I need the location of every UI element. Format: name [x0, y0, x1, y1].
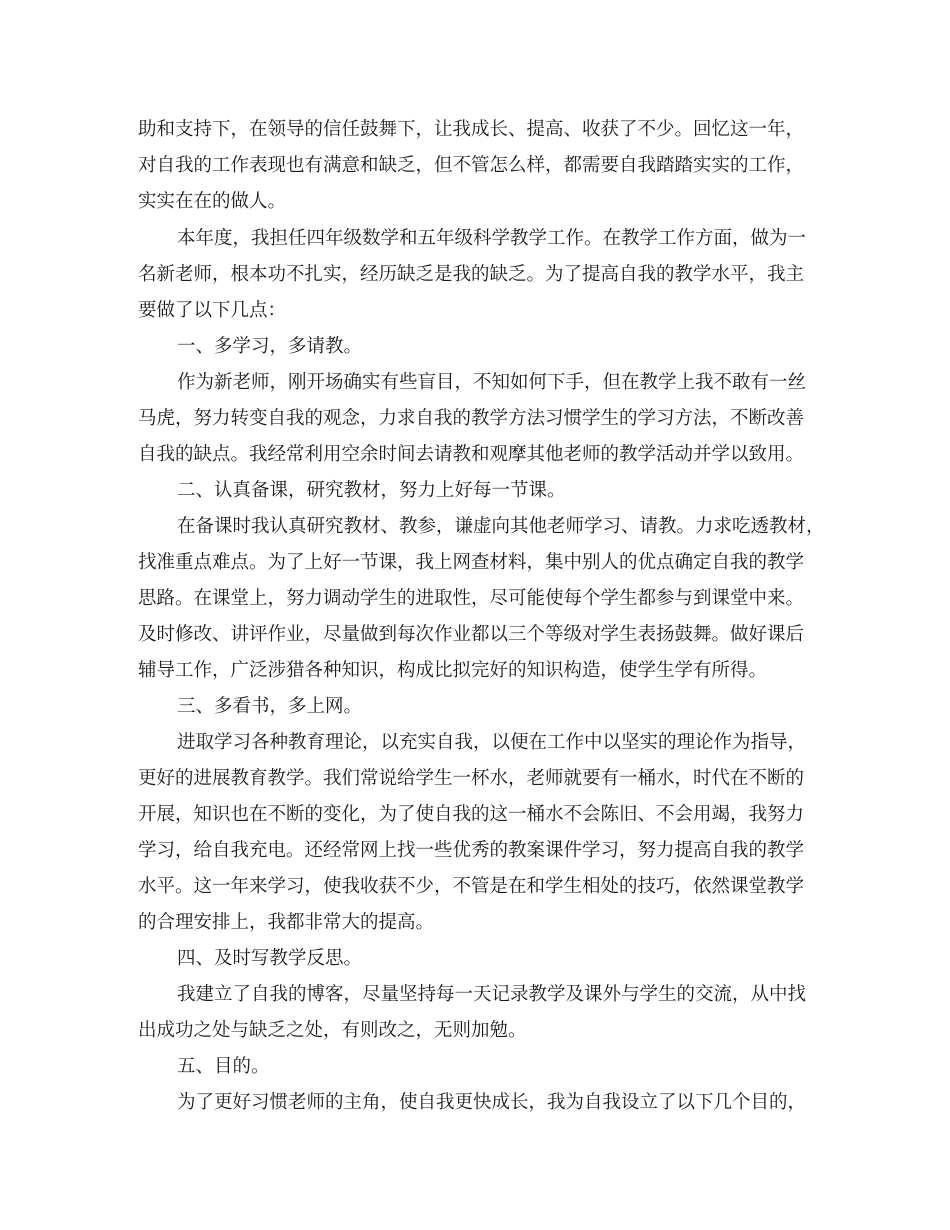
- body-line: 对自我的工作表现也有满意和缺乏，但不管怎么样，都需要自我踏踏实实的工作，: [138, 155, 805, 176]
- paragraph-start: 本年度，我担任四年级数学和五年级科学教学工作。在教学工作方面，做为一: [177, 228, 807, 249]
- body-line: 水平。这一年来学习，使我收获不少，不管是在和学生相处的技巧，依然课堂教学: [138, 876, 805, 897]
- body-line: 的合理安排上，我都非常大的提高。: [138, 912, 435, 933]
- body-line: 更好的进展教育教学。我们常说给学生一杯水，老师就要有一桶水，时代在不断的: [138, 768, 805, 789]
- section-heading-5: 五、目的。: [177, 1056, 270, 1077]
- paragraph-start: 作为新老师，刚开场确实有些盲目，不知如何下手，但在教学上我不敢有一丝: [177, 372, 807, 393]
- section-heading-4: 四、及时写教学反思。: [177, 948, 363, 969]
- body-line: 思路。在课堂上，努力调动学生的进取性，尽可能使每个学生都参与到课堂中来。: [138, 588, 805, 609]
- body-line: 马虎，努力转变自我的观念，力求自我的教学方法习惯学生的学习方法，不断改善: [138, 408, 805, 429]
- paragraph-start: 在备课时我认真研究教材、教参，谦虚向其他老师学习、请教。力求吃透教材，: [177, 516, 825, 537]
- paragraph-start: 我建立了自我的博客，尽量坚持每一天记录教学及课外与学生的交流，从中找: [177, 984, 807, 1005]
- body-line: 辅导工作，广泛涉猎各种知识，构成比拟完好的知识构造，使学生学有所得。: [138, 660, 768, 681]
- body-line: 要做了以下几点：: [138, 300, 287, 321]
- body-line: 找准重点难点。为了上好一节课，我上网查材料，集中别人的优点确定自我的教学: [138, 552, 805, 573]
- section-heading-3: 三、多看书，多上网。: [177, 696, 363, 717]
- body-line: 自我的缺点。我经常利用空余时间去请教和观摩其他老师的教学活动并学以致用。: [138, 444, 805, 465]
- paragraph-start: 进取学习各种教育理论，以充实自我，以便在工作中以坚实的理论作为指导，: [177, 732, 807, 753]
- paragraph-start: 为了更好习惯老师的主角，使自我更快成长，我为自我设立了以下几个目的，: [177, 1092, 807, 1113]
- body-line: 开展，知识也在不断的变化，为了使自我的这一桶水不会陈旧、不会用竭，我努力: [138, 804, 805, 825]
- body-line: 出成功之处与缺乏之处，有则改之，无则加勉。: [138, 1020, 527, 1041]
- section-heading-2: 二、认真备课，研究教材，努力上好每一节课。: [177, 480, 566, 501]
- body-line: 实实在在的做人。: [138, 191, 287, 212]
- body-line: 助和支持下，在领导的信任鼓舞下，让我成长、提高、收获了不少。回忆这一年，: [138, 119, 805, 140]
- body-line: 学习，给自我充电。还经常网上找一些优秀的教案课件学习，努力提高自我的教学: [138, 840, 805, 861]
- body-line: 名新老师，根本功不扎实，经历缺乏是我的缺乏。为了提高自我的教学水平，我主: [138, 264, 805, 285]
- section-heading-1: 一、多学习，多请教。: [177, 336, 363, 357]
- body-line: 及时修改、讲评作业，尽量做到每次作业都以三个等级对学生表扬鼓舞。做好课后: [138, 624, 805, 645]
